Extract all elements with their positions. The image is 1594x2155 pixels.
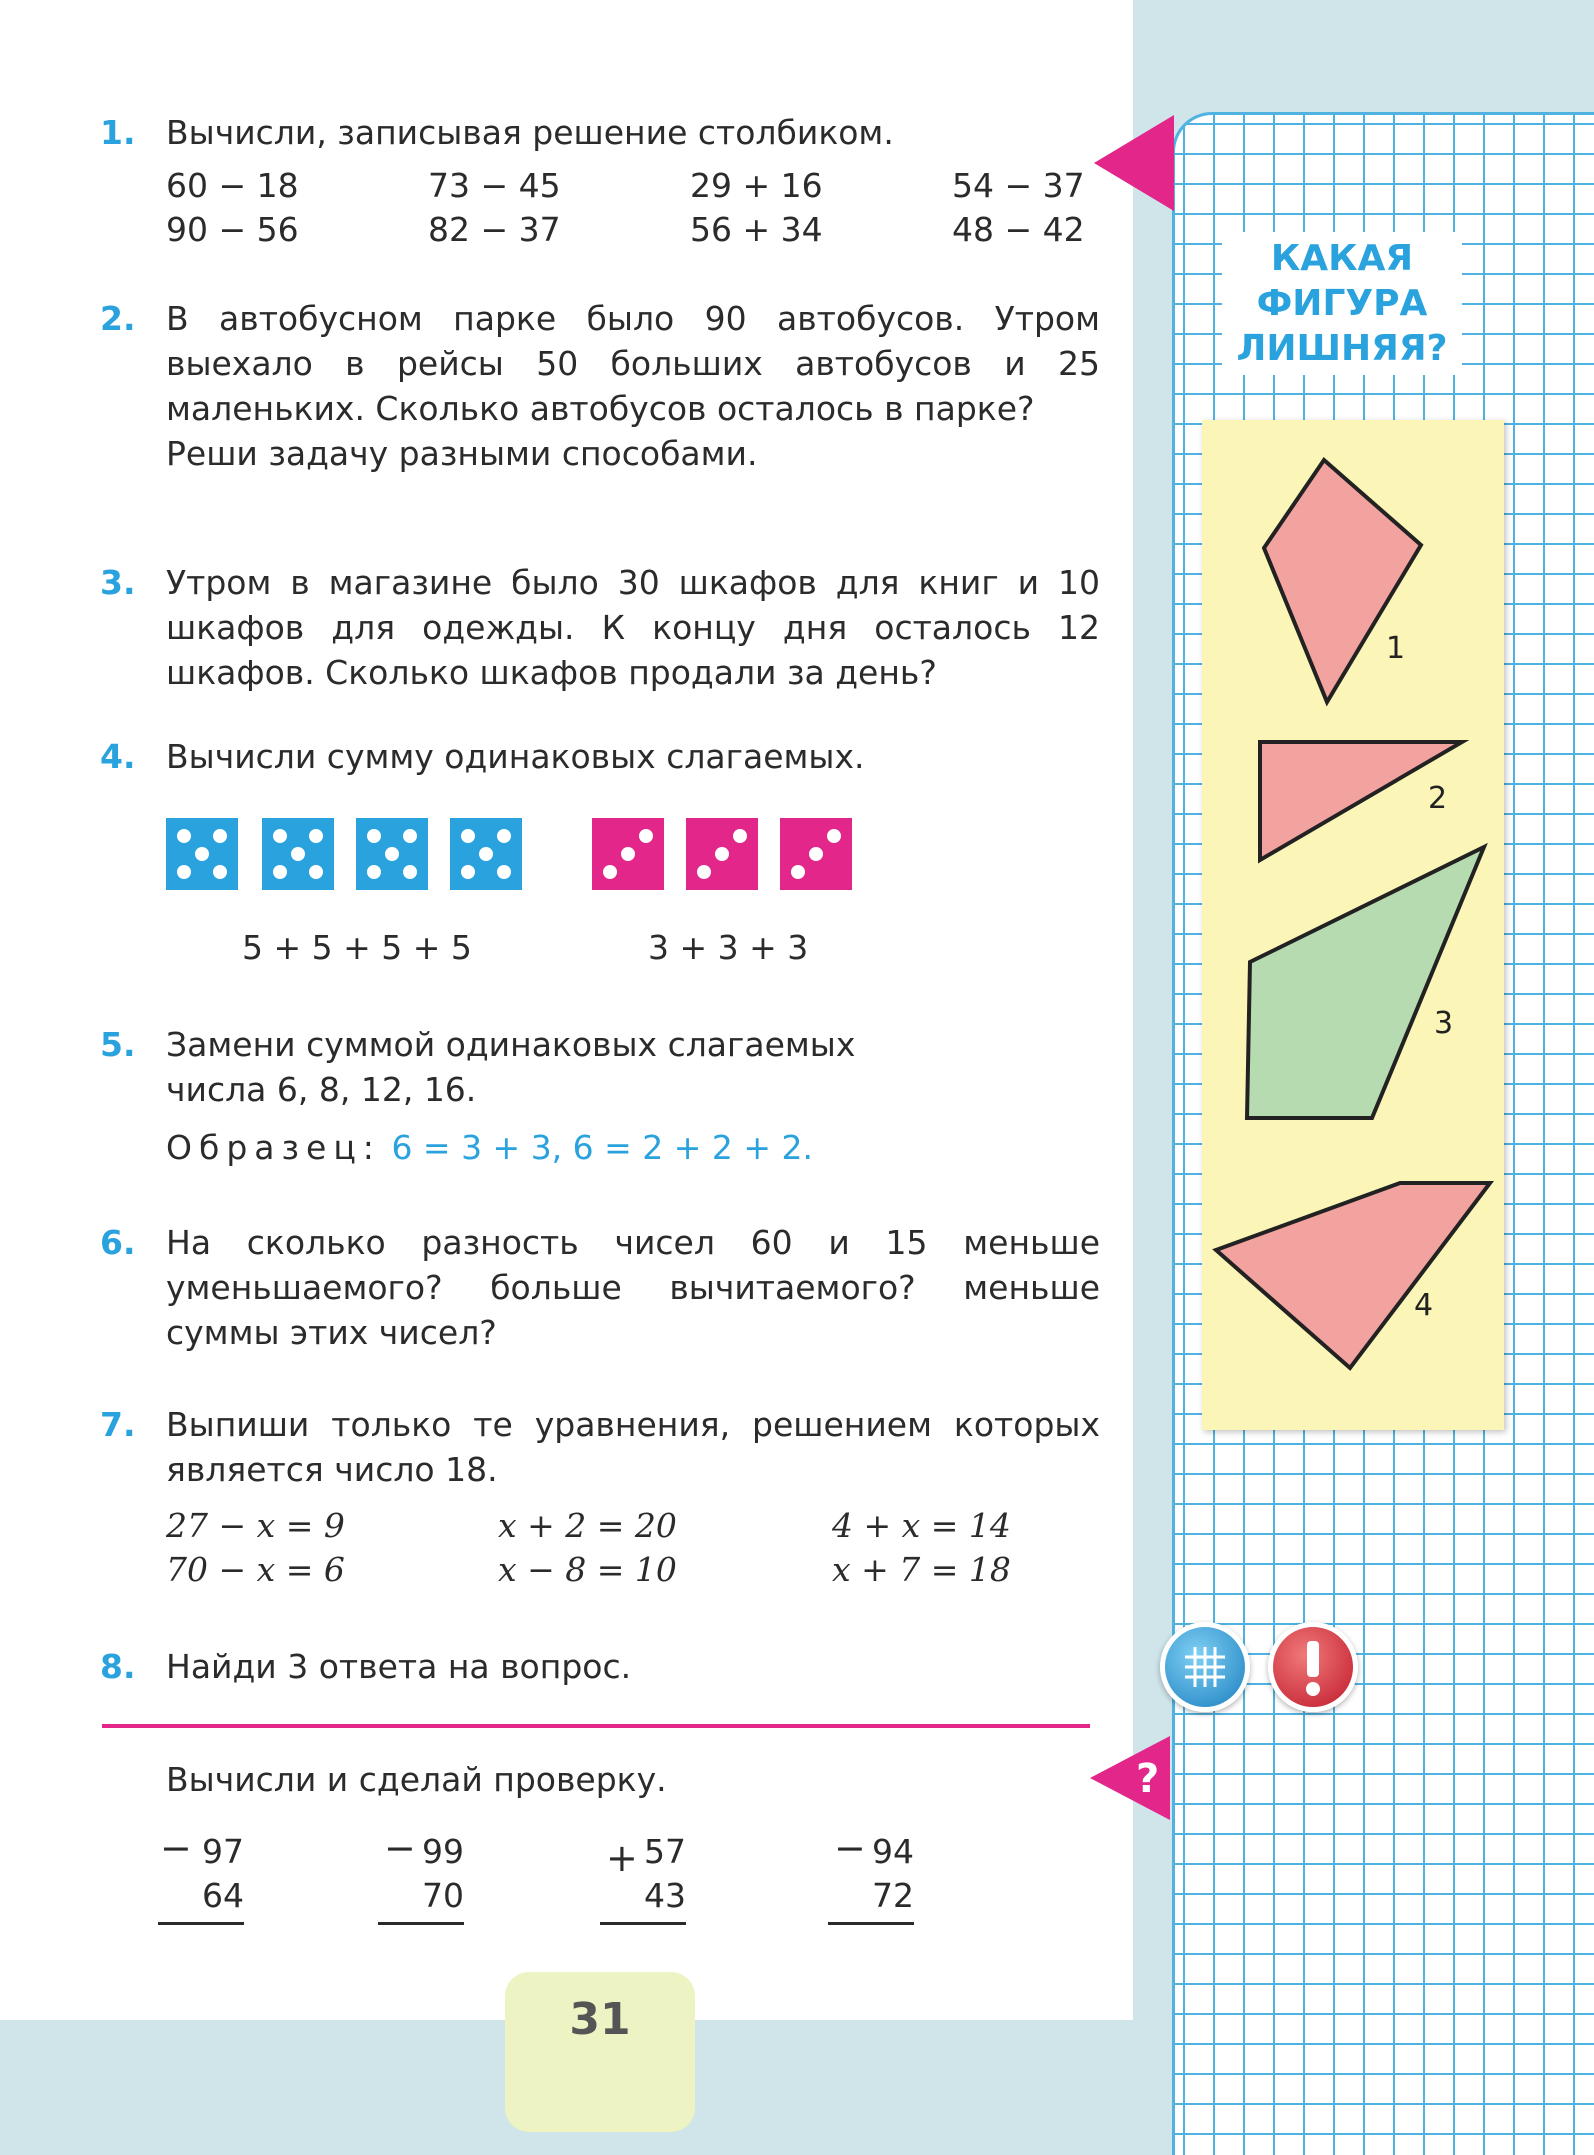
equation: 27 − x = 9 — [166, 1506, 345, 1545]
sum-expression: 3 + 3 + 3 — [648, 928, 809, 967]
column-calc — [158, 1830, 244, 1925]
column-line — [600, 1922, 686, 1925]
task-text: Выпиши только те уравнения, решением которых является число 18. — [166, 1405, 1100, 1489]
sidebar-title-line1: КАКАЯ — [1270, 238, 1414, 279]
column-calc — [600, 1830, 686, 1925]
grid-button[interactable] — [1160, 1622, 1250, 1712]
equation: 70 − x = 6 — [166, 1550, 345, 1589]
figure-4-label: 4 — [1414, 1288, 1434, 1323]
task-text: Утром в магазине было 30 шкафов для книг и 10 шкафов для одежды. К концу дня осталось 12 шкафов. Сколько шкафов продали за день? — [166, 563, 1100, 692]
figures-svg — [1200, 440, 1510, 1400]
column-bottom: 72 — [872, 1876, 914, 1915]
dice-five-icon — [262, 818, 334, 890]
column-line — [828, 1922, 914, 1925]
dice-five-icon — [166, 818, 238, 890]
task-4 — [100, 734, 1100, 779]
figure-4-quadrilateral — [1216, 1183, 1490, 1368]
task-number: 6. — [100, 1223, 136, 1262]
sum-expression: 5 + 5 + 5 + 5 — [242, 928, 472, 967]
expression: 60 − 18 — [166, 166, 299, 205]
exclamation-icon — [1273, 1627, 1353, 1707]
task-2 — [100, 296, 1100, 476]
sidebar-title-line2: ФИГУРА — [1256, 283, 1428, 324]
column-line — [378, 1922, 464, 1925]
column-calc — [378, 1830, 464, 1925]
equation: x + 7 = 18 — [832, 1550, 1011, 1589]
pink-pointer-triangle — [1094, 115, 1174, 211]
equation: x − 8 = 10 — [498, 1550, 677, 1589]
task-3 — [100, 560, 1100, 695]
dice-three-icon — [592, 818, 664, 890]
task-extra-text: Реши задачу разными способами. — [166, 434, 758, 473]
expression: 54 − 37 — [952, 166, 1085, 205]
dice-three-icon — [686, 818, 758, 890]
task-text: Вычисли, записывая решение столбиком. — [166, 113, 894, 152]
attention-button[interactable] — [1268, 1622, 1358, 1712]
task-number: 1. — [100, 113, 136, 152]
task-text: Найди 3 ответа на вопрос. — [166, 1647, 632, 1686]
expression: 82 − 37 — [428, 210, 561, 249]
task-number: 8. — [100, 1647, 136, 1686]
sample-line — [166, 1128, 813, 1167]
column-bottom: 70 — [422, 1876, 464, 1915]
task-number: 3. — [100, 563, 136, 602]
figure-1-label: 1 — [1386, 631, 1406, 666]
section-divider — [102, 1724, 1090, 1728]
equation: 4 + x = 14 — [832, 1506, 1011, 1545]
column-top: 57 — [644, 1832, 686, 1871]
column-top: 97 — [202, 1832, 244, 1871]
sample-value: 6 = 3 + 3, 6 = 2 + 2 + 2. — [391, 1128, 814, 1167]
task-text: Вычисли сумму одинаковых слагаемых. — [166, 737, 865, 776]
sample-label: Образец: — [166, 1128, 381, 1167]
grid-icon — [1165, 1627, 1245, 1707]
expression: 29 + 16 — [690, 166, 823, 205]
task-number: 2. — [100, 299, 136, 338]
column-line — [158, 1922, 244, 1925]
task-5 — [100, 1022, 1100, 1112]
expression: 73 − 45 — [428, 166, 561, 205]
question-mark-icon: ? — [1136, 1756, 1160, 1802]
task-8 — [100, 1644, 1100, 1689]
check-title: Вычисли и сделай проверку. — [166, 1760, 667, 1799]
column-bottom: 43 — [644, 1876, 686, 1915]
task-number: 4. — [100, 737, 136, 776]
dice-five-icon — [356, 818, 428, 890]
sidebar-title-line3: ЛИШНЯЯ? — [1236, 328, 1448, 369]
dice-five-icon — [450, 818, 522, 890]
task-number: 7. — [100, 1405, 136, 1444]
column-calc — [828, 1830, 914, 1925]
task-text: На сколько разность чисел 60 и 15 меньше уменьшаемого? больше вычитаемого? меньше суммы этих чисел? — [166, 1223, 1100, 1352]
operation-sign: + — [606, 1836, 638, 1880]
dice-three-icon — [780, 818, 852, 890]
expression: 48 − 42 — [952, 210, 1085, 249]
operation-sign: − — [160, 1826, 192, 1870]
operation-sign: − — [834, 1826, 866, 1870]
operation-sign: − — [384, 1826, 416, 1870]
figure-3-label: 3 — [1434, 1006, 1454, 1041]
task-text: Замени суммой одинаковых слагаемых числа 6, 8, 12, 16. — [166, 1025, 856, 1109]
expression: 56 + 34 — [690, 210, 823, 249]
figure-3-quadrilateral — [1247, 847, 1484, 1118]
page-number: 31 — [505, 1972, 695, 2132]
task-text: В автобусном парке было 90 автобусов. Утром выехало в рейсы 50 больших автобусов и 25 маленьких. Сколько автобусов осталось в парке? — [166, 299, 1100, 428]
column-top: 94 — [872, 1832, 914, 1871]
column-bottom: 64 — [202, 1876, 244, 1915]
task-6 — [100, 1220, 1100, 1355]
task-number: 5. — [100, 1025, 136, 1064]
equation: x + 2 = 20 — [498, 1506, 677, 1545]
column-top: 99 — [422, 1832, 464, 1871]
task-1 — [100, 110, 1100, 155]
sidebar-title — [1222, 232, 1462, 375]
task-7 — [100, 1402, 1100, 1492]
expression: 90 − 56 — [166, 210, 299, 249]
figure-2-label: 2 — [1428, 781, 1448, 816]
